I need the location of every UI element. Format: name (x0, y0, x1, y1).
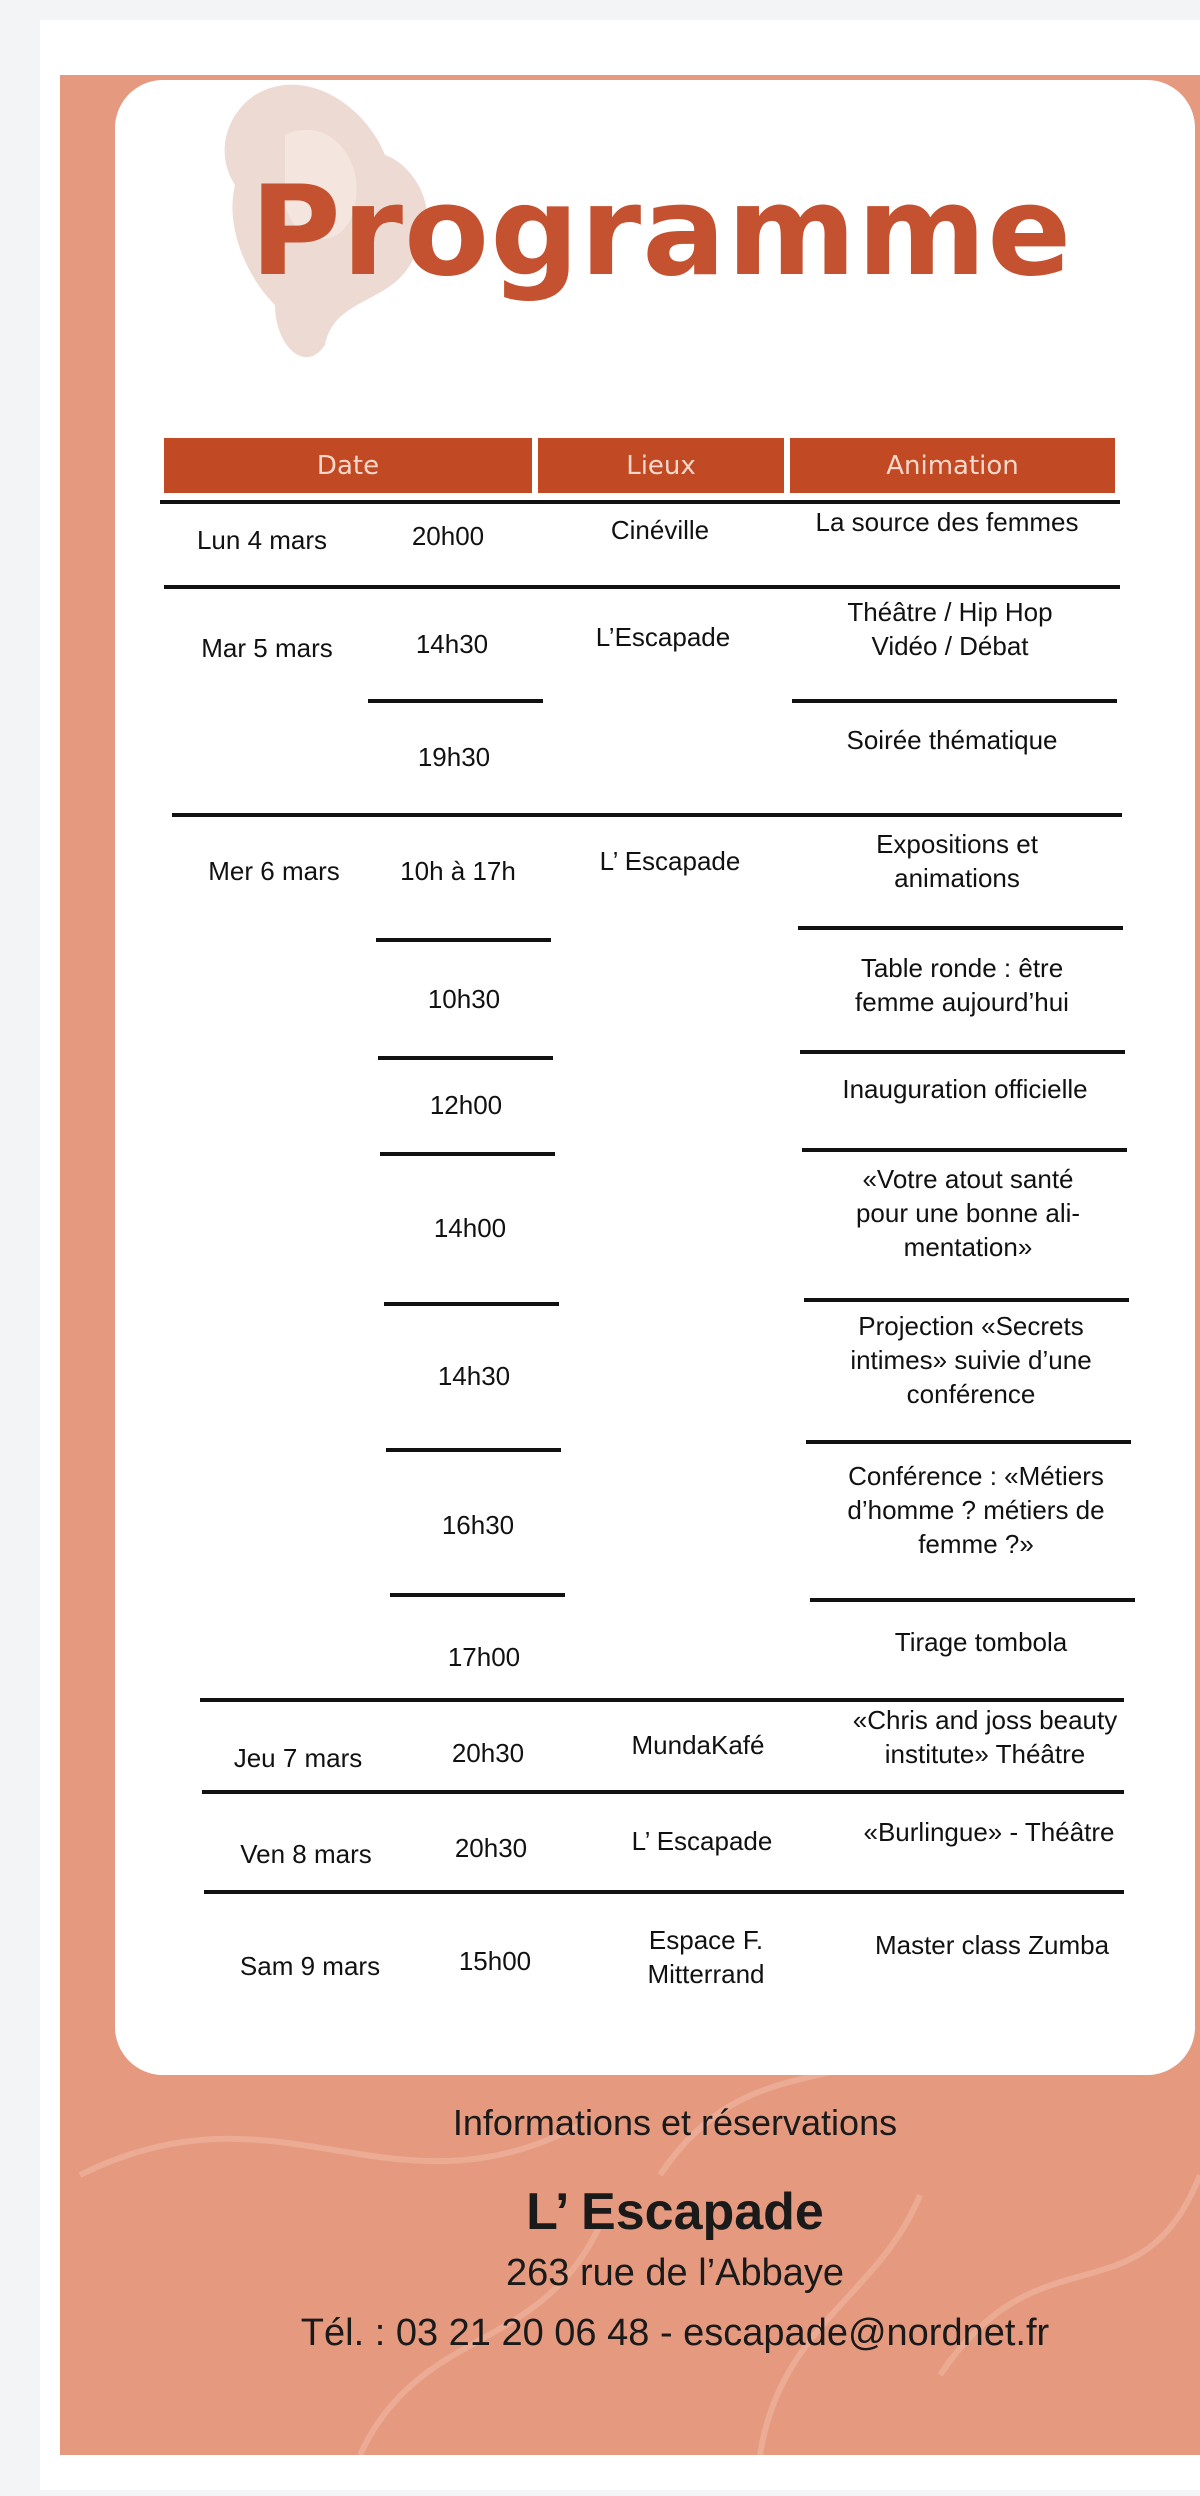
animation-cell: Tirage tombola (894, 1627, 1068, 1657)
animation-divider (804, 1298, 1129, 1302)
header-date: Date (164, 438, 532, 493)
header-animation: Animation (790, 438, 1115, 493)
row-divider (164, 585, 1120, 589)
venue-address: 263 rue de l’Abbaye (505, 2252, 845, 2294)
venue-cell: L’ Escapade (599, 846, 741, 876)
venue-cell: Cinéville (610, 515, 710, 545)
venue-cell: MundaKafé (631, 1730, 765, 1760)
row-divider (160, 500, 1120, 504)
time-divider (376, 938, 551, 942)
time-cell: 19h30 (417, 742, 491, 772)
time-cell: 14h30 (437, 1361, 511, 1391)
row-divider (172, 813, 1122, 817)
animation-cell: Conférence : «Métiers d’homme ? métiers de femme ?» (847, 1461, 1105, 1559)
flyer (40, 20, 1200, 2490)
animation-cell: La source des femmes (815, 507, 1079, 537)
time-cell: 10h à 17h (400, 856, 516, 886)
time-cell: 16h30 (441, 1510, 515, 1540)
time-cell: 15h00 (458, 1946, 532, 1976)
time-cell: 12h00 (429, 1090, 503, 1120)
row-divider (202, 1790, 1124, 1794)
animation-divider (800, 1050, 1125, 1054)
row-divider (204, 1890, 1124, 1894)
animation-cell: «Chris and joss beauty institute» Théâtre (852, 1705, 1118, 1769)
animation-cell: «Votre atout santé pour une bonne ali-mentation» (855, 1164, 1081, 1262)
animation-cell: Master class Zumba (874, 1930, 1110, 1960)
time-divider (368, 699, 543, 703)
animation-divider (810, 1598, 1135, 1602)
page-title: Programme (250, 160, 1073, 304)
info-heading: Informations et réservations (452, 2102, 898, 2143)
time-divider (386, 1448, 561, 1452)
time-cell: 14h00 (433, 1213, 507, 1243)
time-cell: 14h30 (415, 629, 489, 659)
time-divider (384, 1302, 559, 1306)
animation-cell: Soirée thématique (846, 725, 1058, 755)
venue-cell: L’Escapade (595, 622, 731, 652)
date-cell: Lun 4 mars (196, 525, 328, 555)
animation-cell: Projection «Secrets intimes» suivie d’une conférence (850, 1311, 1092, 1409)
animation-cell: Inauguration officielle (842, 1074, 1088, 1104)
animation-divider (806, 1440, 1131, 1444)
animation-cell: Théâtre / Hip Hop Vidéo / Débat (847, 597, 1053, 661)
date-cell: Sam 9 mars (239, 1951, 381, 1981)
time-cell: 17h00 (447, 1642, 521, 1672)
animation-cell: Table ronde : être femme aujourd’hui (855, 953, 1069, 1017)
animation-divider (802, 1148, 1127, 1152)
time-divider (390, 1593, 565, 1597)
animation-divider (798, 926, 1123, 930)
date-cell: Jeu 7 mars (233, 1743, 363, 1773)
contact-line: Tél. : 03 21 20 06 48 - escapade@nordnet.fr (300, 2312, 1050, 2354)
venue-name: L’ Escapade (526, 2183, 824, 2241)
animation-divider (792, 699, 1117, 703)
date-cell: Ven 8 mars (240, 1839, 372, 1869)
time-divider (380, 1152, 555, 1156)
time-cell: 20h30 (451, 1738, 525, 1768)
time-divider (378, 1056, 553, 1060)
venue-cell: Espace F. Mitterrand (647, 1925, 765, 1989)
time-cell: 10h30 (427, 984, 501, 1014)
animation-cell: Expositions et animations (876, 829, 1038, 893)
animation-cell: «Burlingue» - Théâtre (863, 1817, 1115, 1847)
row-divider (200, 1698, 1124, 1702)
header-lieux: Lieux (538, 438, 784, 493)
date-cell: Mar 5 mars (201, 633, 333, 663)
time-cell: 20h30 (454, 1833, 528, 1863)
time-cell: 20h00 (411, 521, 485, 551)
venue-cell: L’ Escapade (631, 1826, 773, 1856)
date-cell: Mer 6 mars (208, 856, 340, 886)
